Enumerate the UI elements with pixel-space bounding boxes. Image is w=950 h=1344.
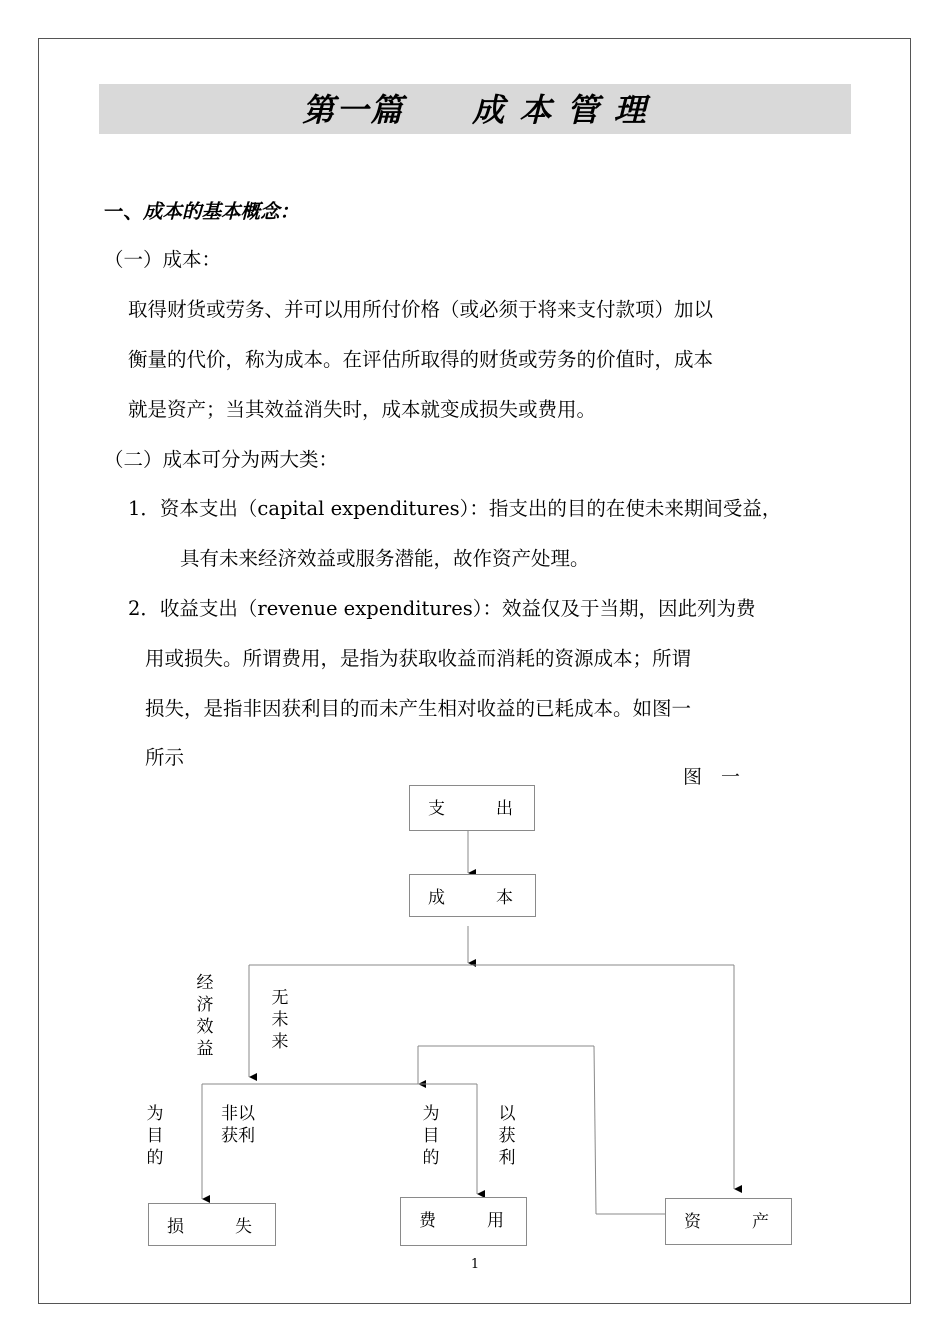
label-for-profit: 以获利	[498, 1104, 516, 1168]
list-item-line: 1．资本支出（capital expenditures）：指支出的目的在使未来期间受益，	[128, 497, 782, 520]
box-text: 资	[684, 1212, 701, 1232]
label-for-purpose-left: 为目的	[146, 1104, 164, 1168]
figure-label: 图 一	[683, 766, 741, 788]
box-asset	[665, 1198, 792, 1245]
box-loss	[148, 1203, 276, 1246]
expense-return-vertical-line	[594, 1046, 596, 1214]
section-number: 一、	[104, 200, 144, 223]
subsection-heading-1: （一）成本：	[104, 248, 222, 271]
box-text: 成	[428, 888, 445, 908]
list-item-line: 损失，是指非因获利目的而未产生相对收益的已耗成本。如图一	[145, 697, 692, 720]
paragraph-line: 取得财货或劳务、并可以用所付价格（或必须于将来支付款项）加以	[128, 298, 714, 321]
box-text: 出	[496, 799, 513, 819]
subsection-heading-2: （二）成本可分为两大类：	[104, 448, 339, 471]
box-expense	[400, 1197, 527, 1246]
paragraph-line: 衡量的代价，称为成本。在评估所取得的财货或劳务的价值时，成本	[128, 348, 714, 371]
box-text: 损	[167, 1217, 184, 1237]
label-economic-benefit: 经济效益	[196, 973, 214, 1059]
box-text: 支	[428, 799, 445, 819]
box-text: 产	[752, 1212, 769, 1232]
list-item-line: 用或损失。所谓费用，是指为获取收益而消耗的资源成本；所谓	[145, 647, 692, 670]
list-item-line: 2．收益支出（revenue expenditures）：效益仅及于当期，因此列为费	[128, 597, 756, 620]
label-for-purpose-mid: 为目的	[422, 1104, 440, 1168]
label-non-profit: 非以 获利	[221, 1104, 255, 1146]
box-text: 失	[235, 1217, 252, 1237]
box-text: 费	[419, 1211, 436, 1231]
section-title: 成本的基本概念：	[143, 200, 300, 223]
box-text: 本	[496, 888, 513, 908]
page-title: 第一篇 成 本 管 理	[302, 91, 648, 129]
page-number: 1	[470, 1257, 480, 1272]
label-no-future: 无未来	[271, 988, 289, 1052]
list-item-line: 所示	[145, 746, 185, 769]
box-cost	[409, 874, 536, 917]
box-expenditure	[409, 785, 535, 831]
box-text: 用	[487, 1211, 504, 1231]
paragraph-line: 就是资产；当其效益消失时，成本就变成损失或费用。	[128, 398, 597, 421]
list-item-line: 具有未来经济效益或服务潜能，故作资产处理。	[180, 547, 590, 570]
